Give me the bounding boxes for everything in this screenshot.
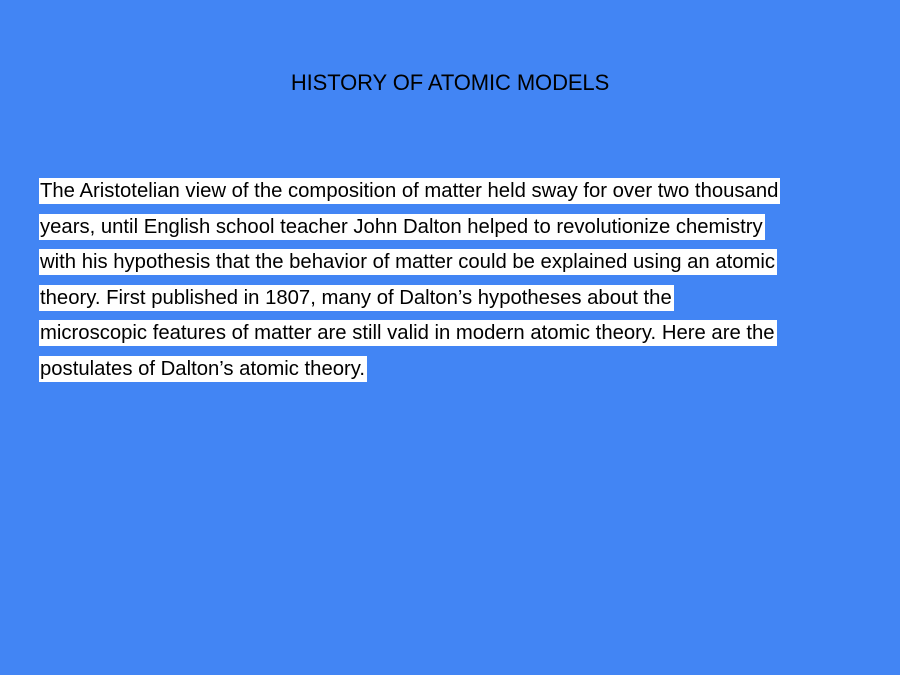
body-paragraph <box>39 178 879 391</box>
body-line <box>39 285 879 321</box>
highlighted-text: The Aristotelian view of the composition of matter held sway for over two thousand <box>40 180 779 202</box>
body-line <box>39 178 879 214</box>
body-line <box>39 214 879 250</box>
highlighted-text: microscopic features of matter are still valid in modern atomic theory. Here are the <box>40 322 775 344</box>
highlighted-text: with his hypothesis that the behavior of matter could be explained using an atomic <box>40 251 776 273</box>
body-line <box>39 356 879 392</box>
slide-title: HISTORY OF ATOMIC MODELS <box>290 70 610 95</box>
highlighted-text: postulates of Dalton’s atomic theory. <box>40 357 366 380</box>
body-line <box>39 320 879 356</box>
body-line <box>39 249 879 285</box>
highlighted-text: theory. First published in 1807, many of Dalton’s hypotheses about the <box>40 286 672 309</box>
highlighted-text: years, until English school teacher John Dalton helped to revolutionize chemistry <box>40 215 763 238</box>
